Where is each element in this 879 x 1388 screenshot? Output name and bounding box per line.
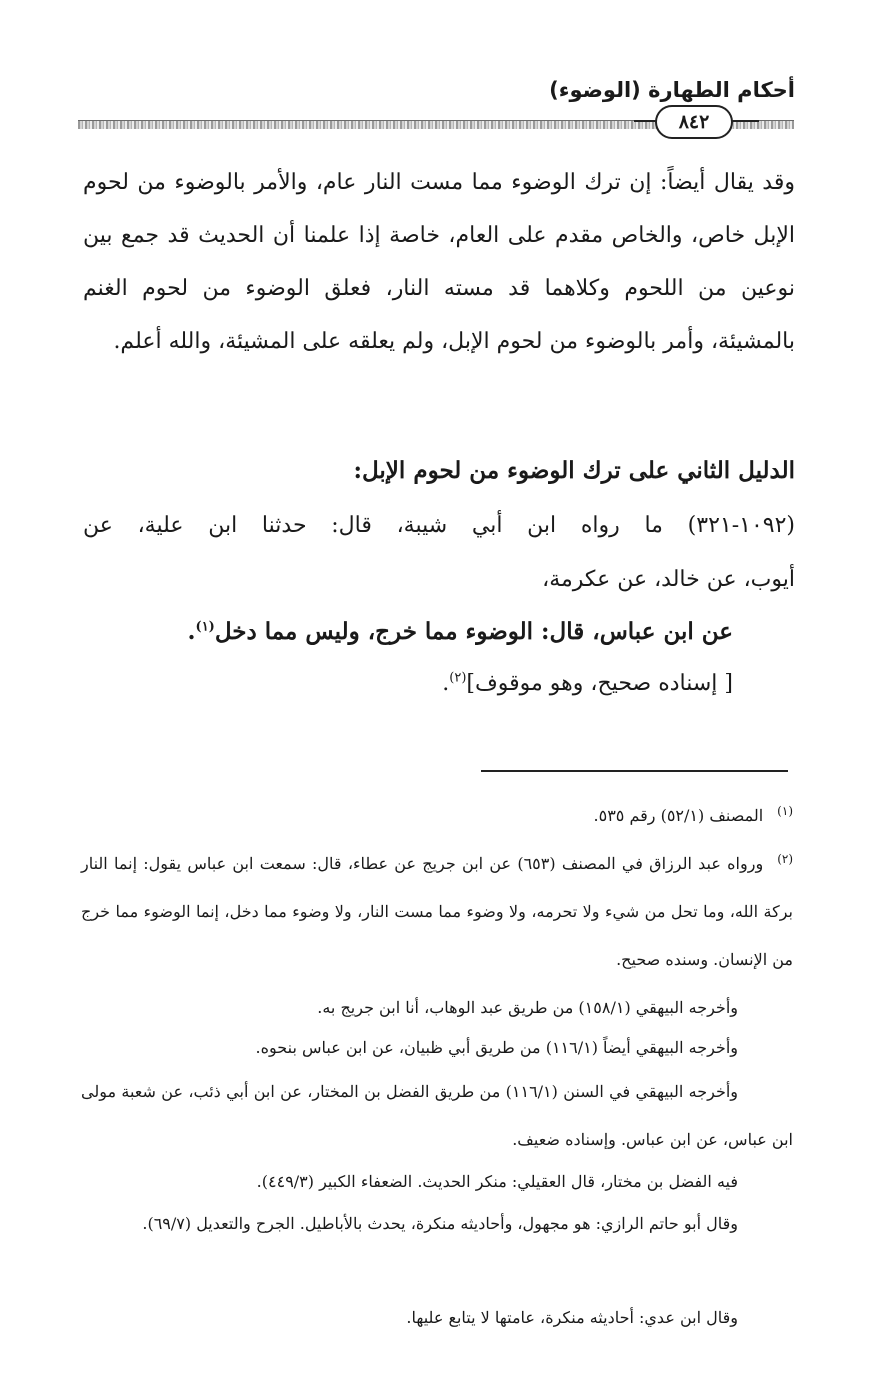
- hadith-text-end: .: [187, 618, 196, 645]
- page-badge-tail-right: [731, 120, 759, 122]
- footnote-ref-1[interactable]: (١): [195, 619, 215, 635]
- footnote-2-paragraph-7: وقال ابن عدي: أحاديثه منكرة، عامتها لا يتابع عليها.: [406, 1308, 738, 1327]
- page-number: ٨٤٢: [678, 111, 710, 133]
- footnote-1: [81, 792, 793, 840]
- footnote-separator: [481, 770, 788, 772]
- footnote-2-text: ورواه عبد الرزاق في المصنف (٦٥٣) عن ابن جريج عن عطاء، قال: سمعت ابن عباس يقول: إنما النار بركة الله، وما تحل من شيء ولا تحرمه، ولا وضوء مما مست النار، ولا وضوء مما دخل، إنما الوضوء مما خرج من الإنسان. وسنده صحيح.: [81, 854, 793, 969]
- footnote-2-paragraph-3: وأخرجه البيهقي أيضاً (١١٦/١) من طريق أبي ظبيان، عن ابن عباس بنحوه.: [255, 1038, 738, 1057]
- body-paragraph-block: [83, 156, 795, 368]
- hadith-text: [188, 612, 733, 652]
- grading-line: [442, 664, 733, 704]
- footnote-ref-2[interactable]: (٢): [449, 670, 467, 686]
- footnote-2-paragraph-5: فيه الفضل بن مختار، قال العقيلي: منكر الحديث. الضعفاء الكبير (٤٤٩/٣).: [256, 1172, 738, 1191]
- grading-end: .: [442, 671, 450, 696]
- section-heading: الدليل الثاني على ترك الوضوء من لحوم الإبل:: [353, 457, 795, 484]
- hadith-chain-line-1: (١٠٩٢-٣٢١) ما رواه ابن أبي شيبة، قال: حدثنا ابن علية، عن: [83, 513, 795, 538]
- grading-text: [ إسناده صحيح، وهو موقوف]: [466, 671, 733, 696]
- running-title: أحكام الطهارة (الوضوء): [549, 78, 795, 102]
- page-number-badge: [655, 105, 733, 139]
- footnote-1-text: المصنف (٥٢/١) رقم ٥٣٥.: [593, 806, 764, 825]
- footnote-2-paragraph-6: وقال أبو حاتم الرازي: هو مجهول، وأحاديثه منكرة، يحدث بالأباطيل. الجرح والتعديل (٦٩/٧).: [142, 1214, 738, 1233]
- footnote-2: [81, 840, 793, 984]
- footnote-1-number: (١): [777, 803, 793, 818]
- hadith-text-body: عن ابن عباس، قال: الوضوء مما خرج، وليس مما دخل: [214, 618, 733, 645]
- footnote-2-paragraph-2: وأخرجه البيهقي (١٥٨/١) من طريق عبد الوهاب، أنا ابن جريج به.: [317, 998, 738, 1017]
- body-paragraph: وقد يقال أيضاً: إن ترك الوضوء مما مست النار عام، والأمر بالوضوء من لحوم الإبل خاص، والخاص مقدم على العام، خاصة إذا علمنا أن الحديث قد جمع بين نوعين من اللحوم وكلاهما قد مسته النار، فعلق الوضوء من لحوم الغنم بالمشيئة، وأمر بالوضوء من لحوم الإبل، ولم يعلقه على المشيئة، والله أعلم.: [83, 170, 795, 354]
- footnote-2-number: (٢): [777, 851, 794, 866]
- footnote-2-paragraph-4: وأخرجه البيهقي في السنن (١١٦/١) من طريق الفضل بن المختار، عن ابن أبي ذئب، عن شعبة مولى ابن عباس، عن ابن عباس. وإسناده ضعيف.: [81, 1082, 793, 1149]
- hadith-chain-line-2: أيوب، عن خالد، عن عكرمة،: [542, 567, 795, 592]
